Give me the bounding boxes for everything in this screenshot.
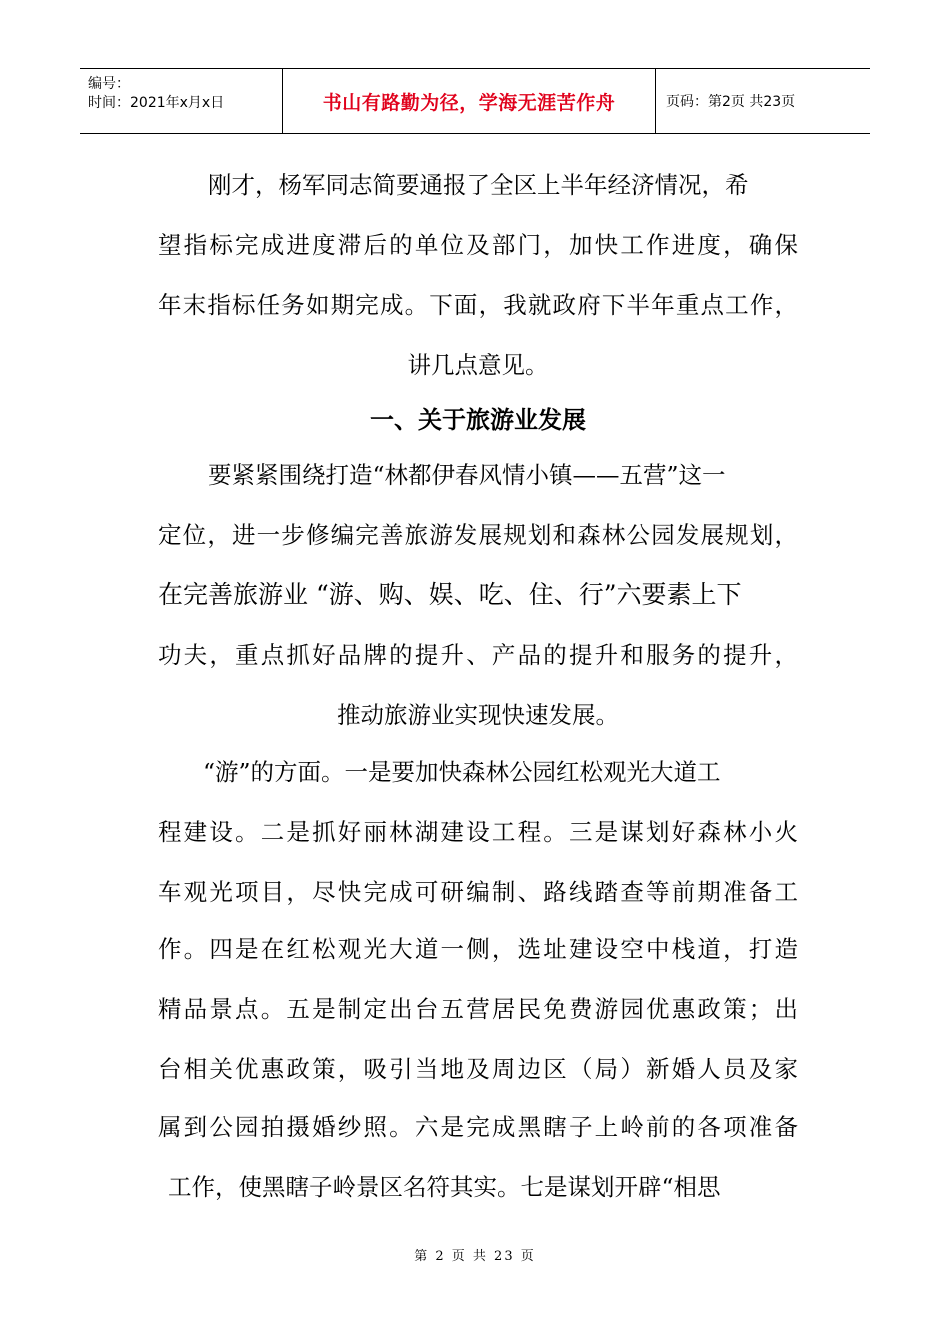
header-page-info: 页码：第2页 共23页: [666, 94, 796, 110]
page-footer: 第 2 页 共 23 页: [414, 1249, 536, 1264]
header-motto: 书山有路勤为径，学海无涯苦作舟: [283, 69, 656, 133]
paragraph-line: 作。四是在红松观光大道一侧，选址建设空中栈道，打造: [158, 935, 798, 963]
paragraph-line: 车观光项目，尽快完成可研编制、路线踏查等前期准备工: [158, 878, 798, 906]
paragraph-line: 讲几点意见。: [407, 351, 549, 379]
paragraph-line: 程建设。二是抓好丽林湖建设工程。三是谋划好森林小火: [158, 818, 798, 846]
paragraph-line: 在完善旅游业 “游、购、娱、吃、住、行”六要素上下: [158, 580, 742, 609]
paragraph-line: 功夫，重点抓好品牌的提升、产品的提升和服务的提升，: [158, 641, 798, 669]
paragraph-line: 精品景点。五是制定出台五营居民免费游园优惠政策；出: [158, 995, 798, 1023]
document-number-label: 编号：: [88, 76, 130, 92]
document-time-label: 时间：2021年x月x日: [88, 95, 225, 111]
paragraph-line: 年末指标任务如期完成。下面，我就政府下半年重点工作，: [158, 291, 798, 319]
paragraph-line: 要紧紧围绕打造“林都伊春风情小镇——五营”这一: [208, 461, 726, 489]
paragraph-line: 刚才，杨军同志简要通报了全区上半年经济情况，希: [208, 171, 749, 199]
paragraph-line: 推动旅游业实现快速发展。: [337, 701, 619, 729]
paragraph-line: 台相关优惠政策，吸引当地及周边区（局）新婚人员及家: [158, 1055, 798, 1083]
paragraph-line: 望指标完成进度滞后的单位及部门，加快工作进度，确保: [158, 231, 798, 259]
header-meta-cell: [80, 69, 283, 133]
paragraph-line: 属到公园拍摄婚纱照。六是完成黑瞎子上岭前的各项准备: [158, 1113, 798, 1141]
paragraph-line: “游”的方面。一是要加快森林公园红松观光大道工: [203, 758, 721, 786]
paragraph-line: 工作，使黑瞎子岭景区名符其实。七是谋划开辟“相思: [168, 1173, 721, 1201]
paragraph-line: 定位，进一步修编完善旅游发展规划和森林公园发展规划，: [158, 521, 798, 549]
document-header-table: [80, 68, 870, 134]
section-heading: 一、关于旅游业发展: [370, 406, 586, 434]
